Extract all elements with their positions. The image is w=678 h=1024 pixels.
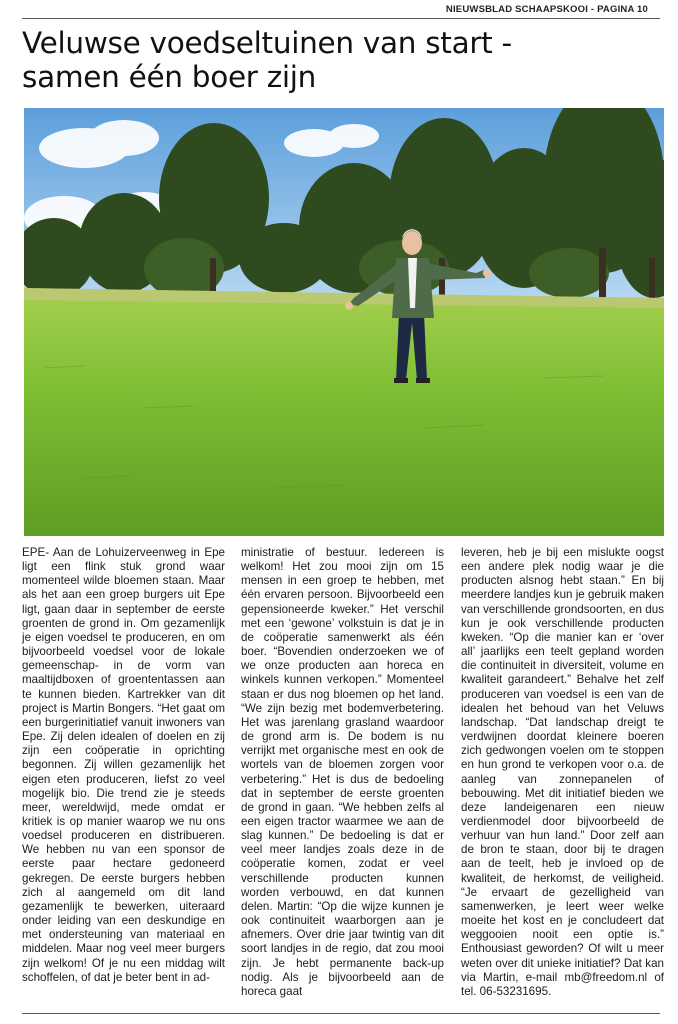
article-column-3 [461,546,664,999]
title-line-1: Veluwse voedseltuinen van start - [22,26,512,60]
column-2-text: ministratie of bestuur. Iedereen is welkom! Het zou mooi zijn om 15 mensen in een groep te hebben, met één ervaren persoon. Bijvoorbeeld een gepensioneerde kweker.” Het verschil met een ‘gewone’ volkstuin is dat je in de coöperatie samenwerkt als één boer. “Bovendien onderzoeken we of we onze producten aan horeca en winkels kunnen verkopen.” Momenteel staan er dus nog bloemen op het land. “We zijn bezig met bodemverbetering. Het was jarenlang grasland waardoor de grond arm is. De bodem is nu verrijkt met organische mest en ook de wortels van de bloemen zorgen voor verbetering.” Het is dus de bedoeling dat in september de eerste groenten de grond in gaan. “We hebben zelfs al een eigen tractor waarmee we aan de slag kunnen.” De bedoeling is dat er veel meer landjes zoals deze in de coöperatie komen, zodat er veel verschillende producten kunnen worden verbouwd, en dat kunnen delen. Martin: “Op die wijze kunnen je ook continuiteit waarborgen aan je afnemers. Over drie jaar twintig van dit soort landjes in de regio, dat zou mooi zijn. Je hebt permanente back-up nodig. Als je bijvoorbeeld aan de horeca gaat [241,546,444,998]
footer-rule [22,1013,660,1014]
article-body [22,546,664,1006]
page-header [22,2,660,19]
title-line-2: samen één boer zijn [22,60,317,94]
article-photo [24,108,664,536]
column-1-text: EPE- Aan de Lohuizerveenweg in Epe ligt een flink stuk grond waar momenteel wilde bloemen staan. Maar als het aan een groep burgers uit Epe ligt, gaan daar in september de eerste groenten de grond in. Om gezamenlijk je eigen voedsel te produceren, en om bijvoorbeeld voedsel voor de lokale gemeenschap- in de vorm van maaltijdboxen of groententassen aan te kunnen bieden. Kartrekker van dit project is Martin Bongers. “Het gaat om een burgerinitiatief vanuit inwoners van Epe. Zij delen idealen of doelen en zij zijn een coöperatie in oprichting begonnen. Zij willen gezamenlijk het eigen eten produceren, liefst zo veel mogelijk bio. Die trend zie je steeds meer, wereldwijd, mede omdat er kritiek is op manier waarop we nu ons voedsel produceren en distribueren. We hebben nu van een sponsor de eerste paar hectare gedoneerd gekregen. De eerste burgers hebben zich al aangemeld om dit land gezamenlijk te bewerken, uiteraard onder leiding van een deskundige en met ondersteuning van materiaal en middelen. Maar nog veel meer burgers zijn welkom! Of je nu een middag wilt schoffelen, of dat je beter bent in ad- [22,546,225,984]
article-title [22,26,662,94]
article-column-1 [22,546,225,985]
article-column-2 [241,546,444,999]
header-text: NIEUWSBLAD SCHAAPSKOOI - PAGINA 10 [445,4,648,15]
column-3-text: leveren, heb je bij een mislukte oogst een andere plek nodig waar je die producten alsnog hebt staan.” En bij meerdere landjes kun je gebruik maken van verschillende grondsoorten, en dus kun je ook verschillende producten kweken. “Op die manier kan er ‘over all’ jaarlijks een teelt gepland worden die continuiteit in diversiteit, volume en kwaliteit garandeert.” Behalve het zelf produceren van voedsel is een van de idealen het behoud van het Veluws landschap. “Dat landschap dreigt te verdwijnen doordat kleinere boeren zich gedwongen voelen om te stoppen en hun grond te verkopen voor o.a. de aanleg van zonnepanelen of bebouwing. Met dit initiatief bieden we deze landeigenaren een nieuw verdienmodel door bijvoorbeeld de verhuur van hun land.” Door zelf aan de bron te staan, door bij te dragen aan de teelt, heb je invloed op de kwaliteit, de herkomst, de veiligheid. “Je ervaart de gezelligheid van samenwerken, je leert weer welke moeite het kost en je concludeert dat weggooien nooit een optie is.” Enthousiast geworden? Of wilt u meer weten over dit unieke initiatief? Dat kan via Martin, e-mail mb@freedom.nl of tel. 06-53231695. [461,546,665,998]
